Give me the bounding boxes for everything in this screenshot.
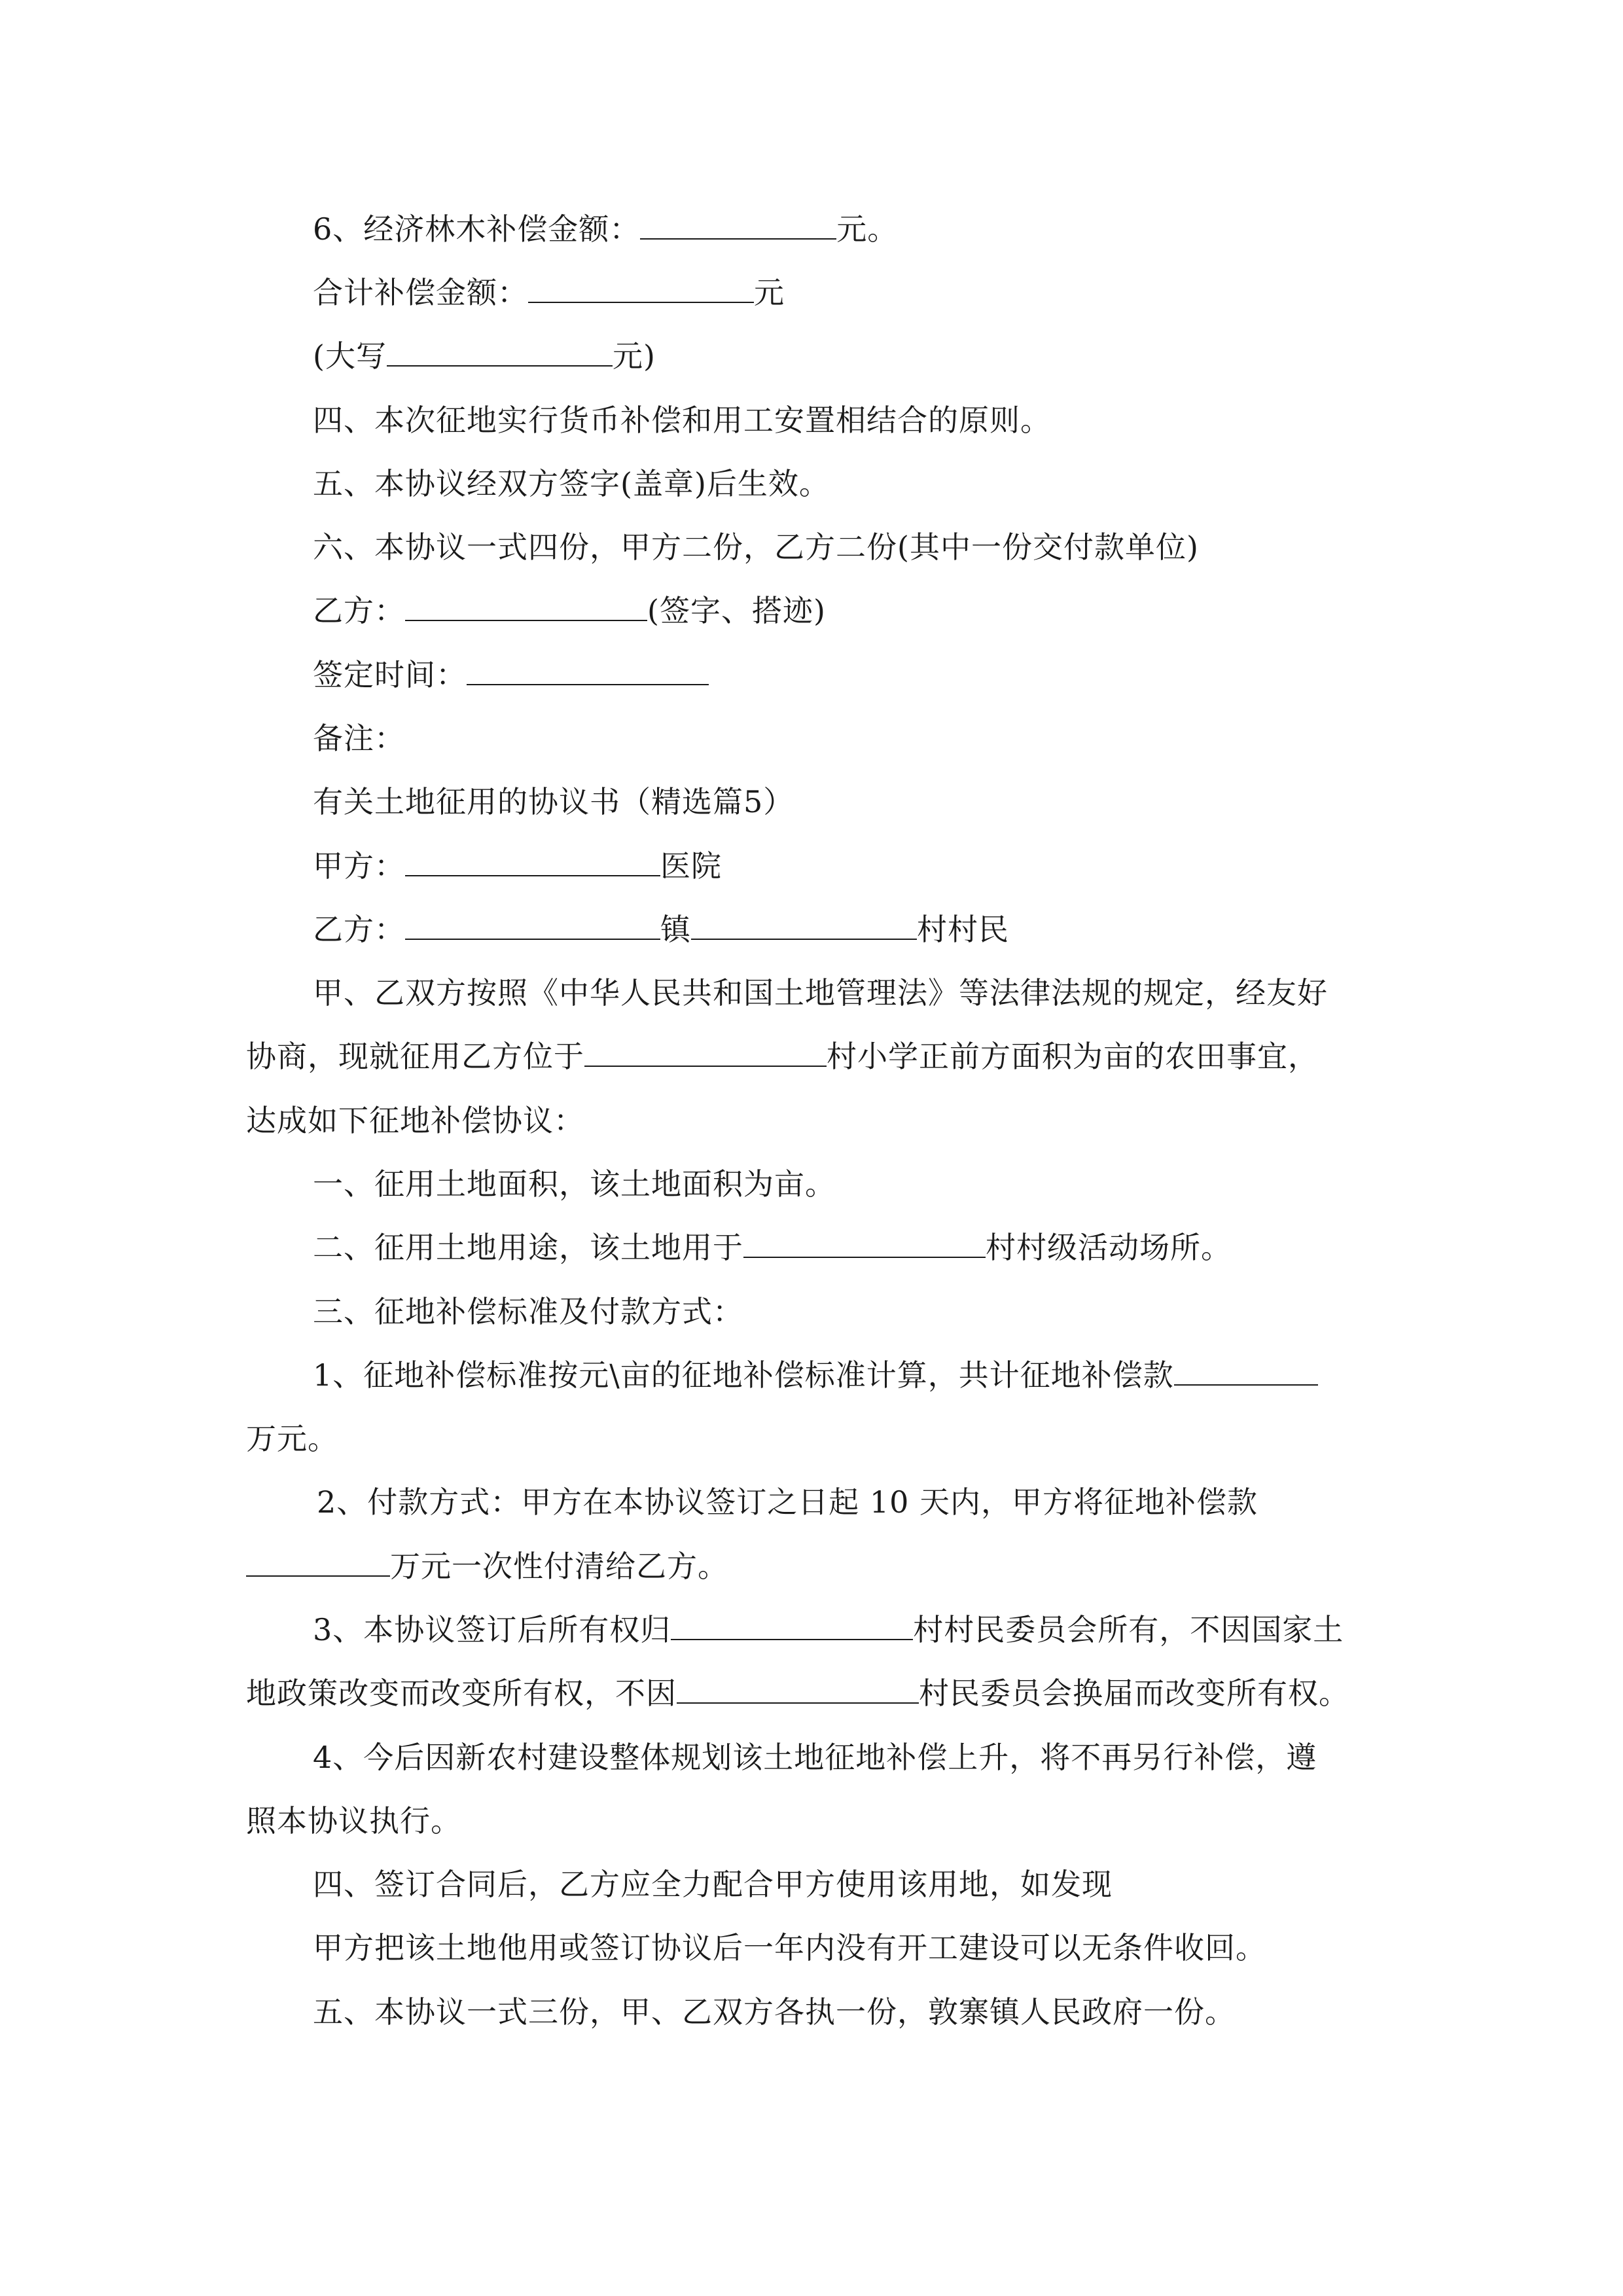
item-four-future-cont: 照本协议执行。 [246, 1803, 461, 1839]
unit-yuan-3: 元) [612, 338, 656, 374]
blank-uppercase-amount[interactable] [387, 336, 613, 367]
blank-town-name[interactable] [405, 910, 660, 940]
payment-text: 万元一次性付清给乙方。 [390, 1549, 728, 1584]
blank-forest-amount[interactable] [640, 209, 836, 240]
preamble-text-a: 协商，现就征用乙方位于 [246, 1039, 584, 1074]
clause-three-heading: 三、征地补偿标准及付款方式： [313, 1294, 743, 1329]
line-party-b-signature [313, 591, 826, 630]
paragraph-preamble-line-1: 甲、乙双方按照《中华人民共和国土地管理法》等法律法规的规定，经友好 [313, 975, 1328, 1011]
ownership-text-b: 村村民委员会所有，不因国家土 [913, 1612, 1344, 1647]
label-party-b-2: 乙方： [313, 912, 405, 947]
preamble-text-b: 村小学正前方面积为亩的农田事宜， [827, 1039, 1319, 1074]
item-two-payment: 2、付款方式：甲方在本协议签订之日起 10 天内，甲方将征地补偿款 [317, 1484, 1258, 1520]
label-total-compensation: 合计补偿金额： [313, 275, 528, 310]
clause-five-effective: 五、本协议经双方签字(盖章)后生效。 [313, 466, 830, 501]
blank-location-village[interactable] [584, 1037, 827, 1067]
line-sign-date [313, 655, 709, 694]
item-three-ownership-cont [246, 1674, 1349, 1713]
clause-six-copies: 六、本协议一式四份，甲方二份，乙方二份(其中一份交付款单位) [313, 529, 1199, 565]
blank-purpose-village[interactable] [743, 1228, 986, 1258]
ownership-text-c: 地政策改变而改变所有权，不因 [246, 1676, 677, 1711]
villager-suffix: 村村民 [917, 912, 1009, 947]
clause-one-area: 一、征用土地面积，该土地面积为亩。 [313, 1166, 836, 1202]
clause-five-copies: 五、本协议一式三份，甲、乙双方各执一份，敦寨镇人民政府一份。 [313, 1994, 1236, 2030]
blank-village-name[interactable] [691, 910, 917, 940]
clause-two-purpose [313, 1228, 1232, 1267]
signature-note: (签字、搭迹) [647, 593, 826, 628]
item-one-unit: 万元。 [246, 1421, 338, 1456]
purpose-text-b: 村村级活动场所。 [986, 1230, 1232, 1265]
blank-total-amount[interactable] [528, 273, 754, 303]
label-forest-compensation: 6、经济林木补偿金额： [313, 211, 641, 247]
unit-yuan-1: 元。 [836, 211, 899, 247]
item-four-future: 4、今后因新农村建设整体规划该土地征地补偿上升，将不再另行补偿，遵 [313, 1740, 1317, 1775]
blank-committee-village[interactable] [677, 1674, 919, 1704]
ownership-text-d: 村民委员会换届而改变所有权。 [919, 1676, 1349, 1711]
item-one-standard [313, 1355, 1318, 1395]
blank-payment-amount[interactable] [246, 1547, 390, 1577]
town-suffix: 镇 [660, 912, 691, 947]
blank-compensation-total[interactable] [1174, 1355, 1318, 1386]
blank-party-a-name[interactable] [405, 846, 660, 876]
purpose-text-a: 二、征用土地用途，该土地用于 [313, 1230, 743, 1265]
party-a-suffix: 医院 [660, 848, 722, 884]
clause-four-principle: 四、本次征地实行货币补偿和用工安置相结合的原则。 [313, 403, 1051, 438]
item-three-ownership [313, 1610, 1344, 1649]
line-uppercase-amount [313, 336, 656, 376]
blank-ownership-village[interactable] [671, 1610, 913, 1640]
unit-yuan-2: 元 [754, 275, 785, 310]
line-party-b-village [313, 910, 1009, 949]
remarks-label: 备注： [313, 721, 405, 756]
label-party-a: 甲方： [313, 848, 405, 884]
blank-party-b-signature[interactable] [405, 591, 647, 621]
paragraph-preamble-line-3: 达成如下征地补偿协议： [246, 1103, 584, 1138]
line-party-a [313, 846, 722, 886]
ownership-text-a: 3、本协议签订后所有权归 [313, 1612, 671, 1647]
paragraph-preamble-line-2 [246, 1037, 1319, 1076]
line-forest-compensation [313, 209, 898, 249]
item-two-payment-cont [246, 1547, 728, 1586]
blank-sign-date[interactable] [467, 655, 709, 685]
label-sign-date: 签定时间： [313, 657, 467, 692]
label-uppercase: (大写 [313, 338, 387, 374]
label-party-b: 乙方： [313, 593, 405, 628]
clause-four-recovery: 甲方把该土地他用或签订协议后一年内没有开工建设可以无条件收回。 [313, 1930, 1266, 1965]
standard-text: 1、征地补偿标准按元\亩的征地补偿标准计算，共计征地补偿款 [313, 1357, 1174, 1393]
clause-four-cooperation: 四、签订合同后，乙方应全力配合甲方使用该用地，如发现 [313, 1867, 1113, 1902]
section-title-5: 有关土地征用的协议书（精选篇5） [313, 784, 794, 819]
line-total-compensation [313, 273, 785, 312]
